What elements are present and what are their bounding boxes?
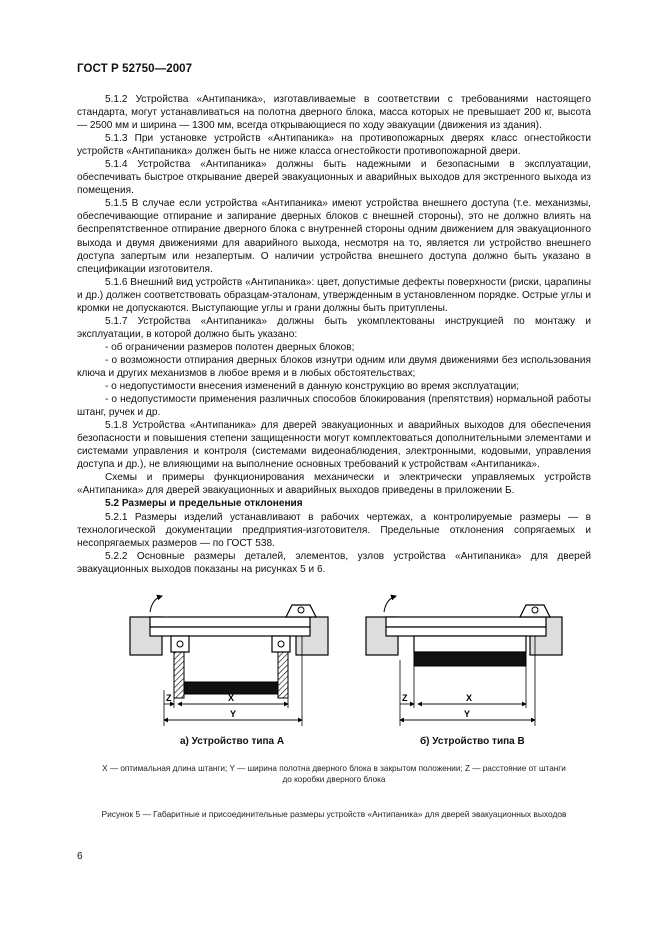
- push-bar: [414, 652, 526, 666]
- section-heading-5-2: 5.2 Размеры и предельные отклонения: [105, 498, 303, 510]
- list-item: - о возможности отпирания дверных блоков изнутри одним или двумя движениями без использования ключа и других механизмов в любое время и в любых обстоятельствах;: [77, 354, 591, 379]
- list-item: - о недопустимости внесения изменений в данную конструкцию во время эксплуатации;: [105, 381, 520, 393]
- paragraph-5-1-4: 5.1.4 Устройства «Антипаника» должны быть надежными и безопасными в эксплуатации, обеспечивать быстрое открывание дверей эвакуационных и аварийных выходов для экстренного выхода из помещения.: [77, 159, 591, 197]
- paragraph-5-1-8: 5.1.8 Устройства «Антипаника» для дверей эвакуационных и аварийных выходов для обеспечения безопасности и повышения степени защищенности могут комплектоваться дополнительными элементами и системами управления и контроля (системами видеонаблюдения, электронными, кодовыми, управления доступа и др.), не влияющими на выполнение основных требований к устройствам «Антипаника».: [77, 420, 591, 471]
- hinge-pin-icon: [532, 607, 538, 613]
- paragraph-5-1-6: 5.1.6 Внешний вид устройств «Антипаника»: цвет, допустимые дефекты поверхности (риски, царапины и др.) должен соответствовать образцам-эталонам, утвержденным в установленном порядке. Острые углы и кромки не допускаются. Выступающие углы и грани должны быть притуплены.: [77, 276, 591, 314]
- door-leaf-inner: [386, 627, 546, 636]
- figure-caption: Рисунок 5 — Габаритные и присоединительные размеры устройств «Антипаника» для дверей эвакуационных выходов: [101, 809, 567, 819]
- arm-right: [278, 652, 288, 698]
- dim-label-y-a: Y: [230, 709, 237, 719]
- figure-b-drawing: [366, 596, 562, 726]
- paragraph-5-1-7: 5.1.7 Устройства «Антипаника» должны быть укомплектованы инструкцией по монтажу и эксплуатации, в которой должно быть указано:: [77, 315, 591, 340]
- figure-5: [0, 590, 661, 760]
- opening-arrow-icon: [150, 596, 162, 612]
- list-item: - об ограничении размеров полотен дверных блоков;: [105, 341, 355, 353]
- list-item: - о недопустимости применения различных способов блокирования (препятствия) нормальной работы штанг, ручек и др.: [77, 394, 591, 419]
- figure-a-drawing: [130, 596, 328, 726]
- dim-label-y-b: Y: [464, 709, 471, 719]
- dim-label-z-a: Z: [166, 693, 172, 703]
- hinge-pin-icon: [298, 607, 304, 613]
- subcaption-b: б) Устройство типа B: [420, 736, 525, 747]
- subcaption-a: а) Устройство типа A: [180, 736, 285, 747]
- figure-legend: X — оптимальная длина штанги; Y — ширина полотна дверного блока в закрытом положении; Z — расстояние от штанги до коробки дверного блока: [102, 764, 566, 784]
- body-text: [77, 93, 591, 576]
- opening-arrow-icon: [384, 596, 396, 612]
- door-leaf-inner: [150, 627, 310, 636]
- paragraph-5-1-3: 5.1.3 При установке устройств «Антипаника» на противопожарных дверях класс огнестойкости устройств «Антипаника» должен быть не ниже класса огнестойкости противопожарной двери.: [77, 133, 591, 158]
- page-number: 6: [77, 851, 83, 862]
- dim-label-x-b: X: [466, 693, 473, 703]
- bar-housing: [414, 636, 526, 652]
- paragraph-5-2-1: 5.2.1 Размеры изделий устанавливают в рабочих чертежах, а контролируемые размеры — в технологической документации предприятия-изготовителя. Предельные отклонения сопрягаемых и несопрягаемых размеров — по ГОСТ 538.: [77, 511, 591, 549]
- dim-label-z-b: Z: [402, 693, 408, 703]
- door-leaf: [386, 617, 546, 627]
- door-leaf: [150, 617, 310, 627]
- paragraph-5-2-2: 5.2.2 Основные размеры деталей, элементов, узлов устройства «Антипаника» для дверей эвакуационных выходов показаны на рисунках 5 и 6.: [77, 550, 591, 575]
- arm-left: [174, 652, 184, 698]
- document-header: ГОСТ Р 52750—2007: [77, 63, 193, 75]
- paragraph-5-1-5: 5.1.5 В случае если устройства «Антипаника» имеют устройства внешнего доступа (т.е. механизмы, обеспечивающие отпирание и запирание дверных блоков с внешней стороны), это не должно влиять на беспрепятственное отпирание дверного блока с внутренней стороны одним движением для эвакуационного выхода и двумя движениями для аварийного выхода, несмотря на то, является ли устройство внешнего доступа запертым или незапертым. О наличии устройства внешнего доступа должно быть указано в спецификации изготовителя.: [77, 198, 591, 275]
- dim-label-x-a: X: [228, 693, 235, 703]
- paragraph-schemes: Схемы и примеры функционирования механически и электрически управляемых устройств «Антипаника» для дверей эвакуационных и аварийных выходов приведены в приложении Б.: [77, 472, 591, 497]
- paragraph-5-1-2: 5.1.2 Устройства «Антипаника», изготавливаемые в соответствии с требованиями настоящего стандарта, могут устанавливаться на полотна дверного блока, масса которых не превышает 200 кг, высота — 2500 мм и ширина — 1300 мм, всегда открывающиеся по ходу эвакуации (движения из здания).: [77, 94, 591, 132]
- figure-drawing: [0, 590, 661, 760]
